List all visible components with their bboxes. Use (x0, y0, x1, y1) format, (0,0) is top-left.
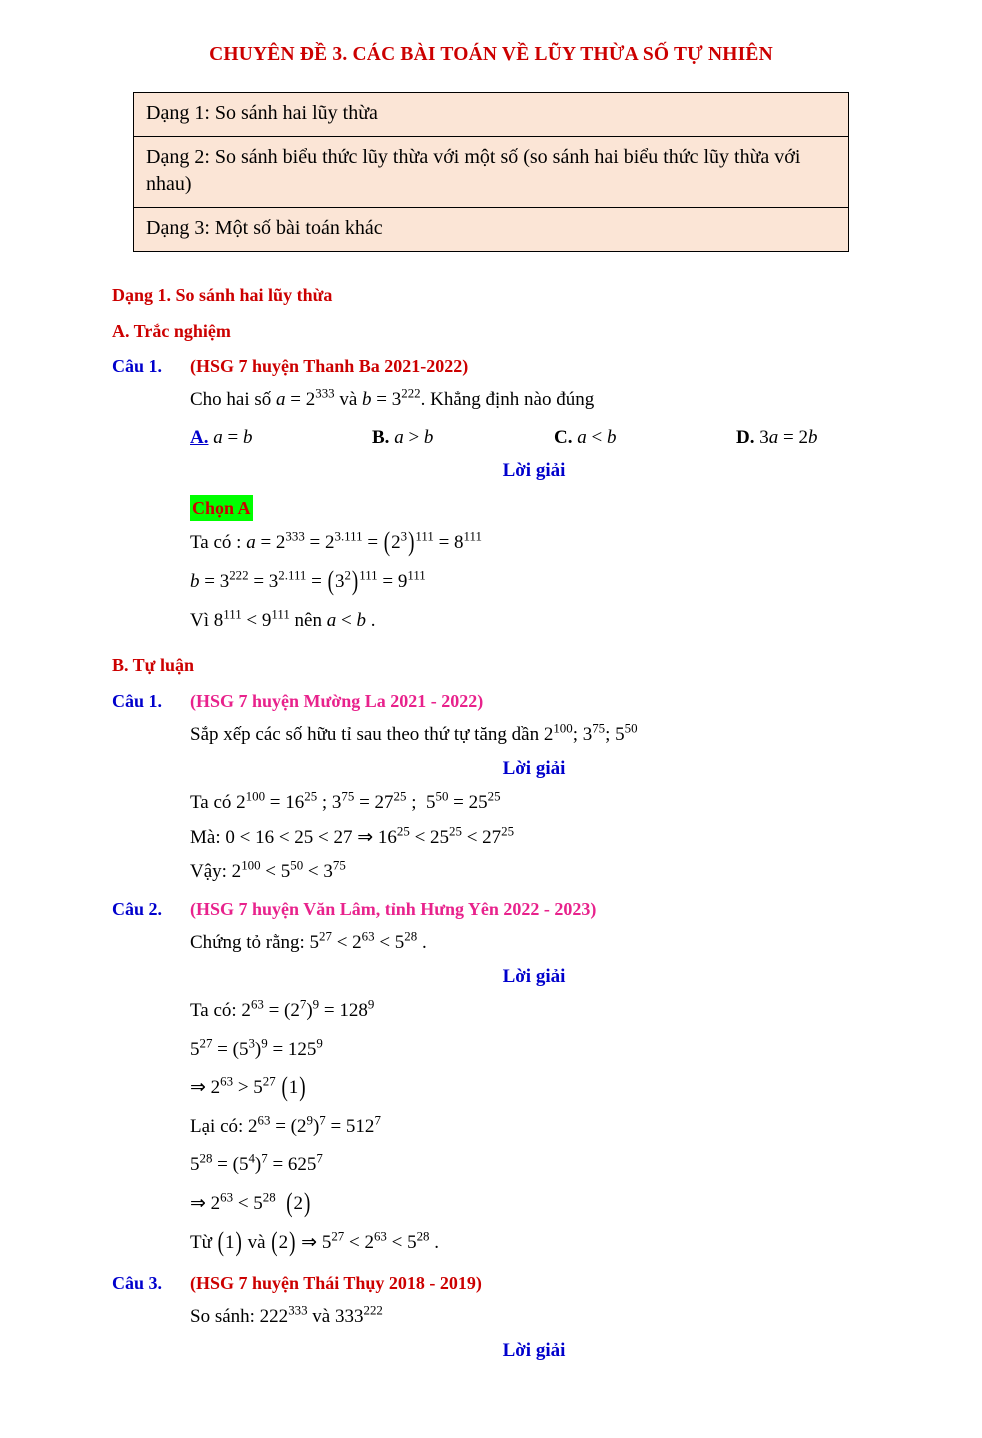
question-label: Câu 1. (112, 356, 163, 377)
prompt-text-post: . Khẳng định nào đúng (420, 389, 595, 411)
tl1-solution-line-1: Ta có $2^{100} = 16^{25}$ ; $3^{75} = 27^{25}$ ; $5^{50} = 25^{25}$ (190, 789, 501, 814)
solution-line-1: Ta có : $a = 2^{333} = 2^{3.111} = (2^3)^{111} = 8^{111}$ (190, 527, 482, 559)
tl2-solution-line-2: $5^{27} = (5^3)^9 = 125^9$ (190, 1035, 323, 1060)
tl2-solution-line-7: Từ (1) và (2) ⇒ $5^{27} < 2^{63} < 5^{28}$ . (190, 1226, 439, 1258)
question-source: (HSG 7 huyện Thanh Ba 2021-2022) (190, 356, 469, 377)
section-heading-dang1: Dạng 1. So sánh hai lũy thừa (112, 285, 333, 305)
tl2-solution-line-5: $5^{28} = (5^4)^7 = 625^7$ (190, 1151, 323, 1176)
loigiai-label-tn-1: Lời giải (502, 460, 566, 482)
answer-options (190, 424, 916, 452)
solution-line-2: $b = 3^{222} = 3^{2.111} = (3^2)^{111} = 9^{111}$ (190, 566, 426, 597)
tl2-solution-line-3: ⇒ $2^{63} > 5^{27}$ (1) (190, 1072, 306, 1103)
answer-option-c: C. a < b (554, 426, 617, 448)
loigiai-label-tl-2: Lời giải (502, 965, 566, 987)
answer-option-d: D. 3a = 2b (736, 426, 818, 448)
question-label: Câu 1. (112, 691, 163, 712)
tl1-solution-line-2: Mà: 0 < 16 < 25 < 27 ⇒ $16^{25} < 25^{25} < 27^{25}$ (190, 823, 515, 848)
types-row-3: Dạng 3: Một số bài toán khác (146, 217, 383, 239)
prompt-text-mid: và (339, 389, 358, 411)
section-heading-trac-nghiem: A. Trắc nghiệm (112, 321, 231, 342)
question-source: (HSG 7 huyện Mường La 2021 - 2022) (190, 691, 484, 712)
answer-option-b: B. a > b (372, 426, 434, 448)
prompt-text-pre: Cho hai số (190, 389, 277, 411)
document-page (0, 44, 982, 1438)
document-body (0, 282, 982, 1364)
question-prompt-tl-2: Chứng tỏ rằng: $5^{27} < 2^{63} < 5^{28}$ . (190, 928, 427, 954)
section-heading-tu-luan: B. Tự luận (112, 655, 195, 676)
question-source: (HSG 7 huyện Văn Lâm, tỉnh Hưng Yên 2022 - 2023) (190, 899, 597, 920)
types-box (133, 92, 849, 252)
types-row-2: Dạng 2: So sánh biểu thức lũy thừa với một số (so sánh hai biểu thức lũy thừa với nhau) (134, 137, 848, 208)
tl1-solution-line-3: Vậy: $2^{100} < 5^{50} < 3^{75}$ (190, 858, 346, 883)
question-row-tl-1 (112, 688, 916, 714)
tl2-solution-line-6: ⇒ $2^{63} < 5^{28}$ (2) (190, 1188, 311, 1219)
page-title: CHUYÊN ĐỀ 3. CÁC BÀI TOÁN VỀ LŨY THỪA SỐ TỰ NHIÊN (209, 44, 773, 65)
question-label: Câu 3. (112, 1273, 163, 1294)
question-prompt-tn-1: Cho hai số $a = 2^{333}$ và $b = 3^{222}$. Khẳng định nào đúng (190, 385, 595, 411)
question-label: Câu 2. (112, 899, 163, 920)
tl2-solution-line-1: Ta có: $2^{63} = (2^7)^9 = 128^9$ (190, 996, 375, 1022)
loigiai-label-tl-1: Lời giải (502, 757, 566, 779)
answer-option-a: A. a = b (190, 426, 253, 448)
question-prompt-tl-3: So sánh: $222^{333}$ và $333^{222}$ (190, 1302, 383, 1328)
question-row-tn-1 (112, 353, 916, 379)
types-row-1: Dạng 1: So sánh hai lũy thừa (134, 93, 848, 137)
question-row-tl-2 (112, 896, 916, 922)
tl2-solution-line-4: Lại có: $2^{63} = (2^9)^7 = 512^7$ (190, 1112, 381, 1137)
question-row-tl-3 (112, 1270, 916, 1296)
loigiai-label-tl-3: Lời giải (502, 1339, 566, 1361)
solution-line-3: Vì $8^{111} < 9^{111}$ nên a < b . (190, 606, 376, 631)
chon-badge: Chọn A (190, 495, 253, 521)
question-prompt-tl-1: Sắp xếp các số hữu tỉ sau theo thứ tự tăng dần $2^{100}$; $3^{75}$; $5^{50}$ (190, 720, 638, 746)
question-source: (HSG 7 huyện Thái Thụy 2018 - 2019) (190, 1273, 482, 1294)
